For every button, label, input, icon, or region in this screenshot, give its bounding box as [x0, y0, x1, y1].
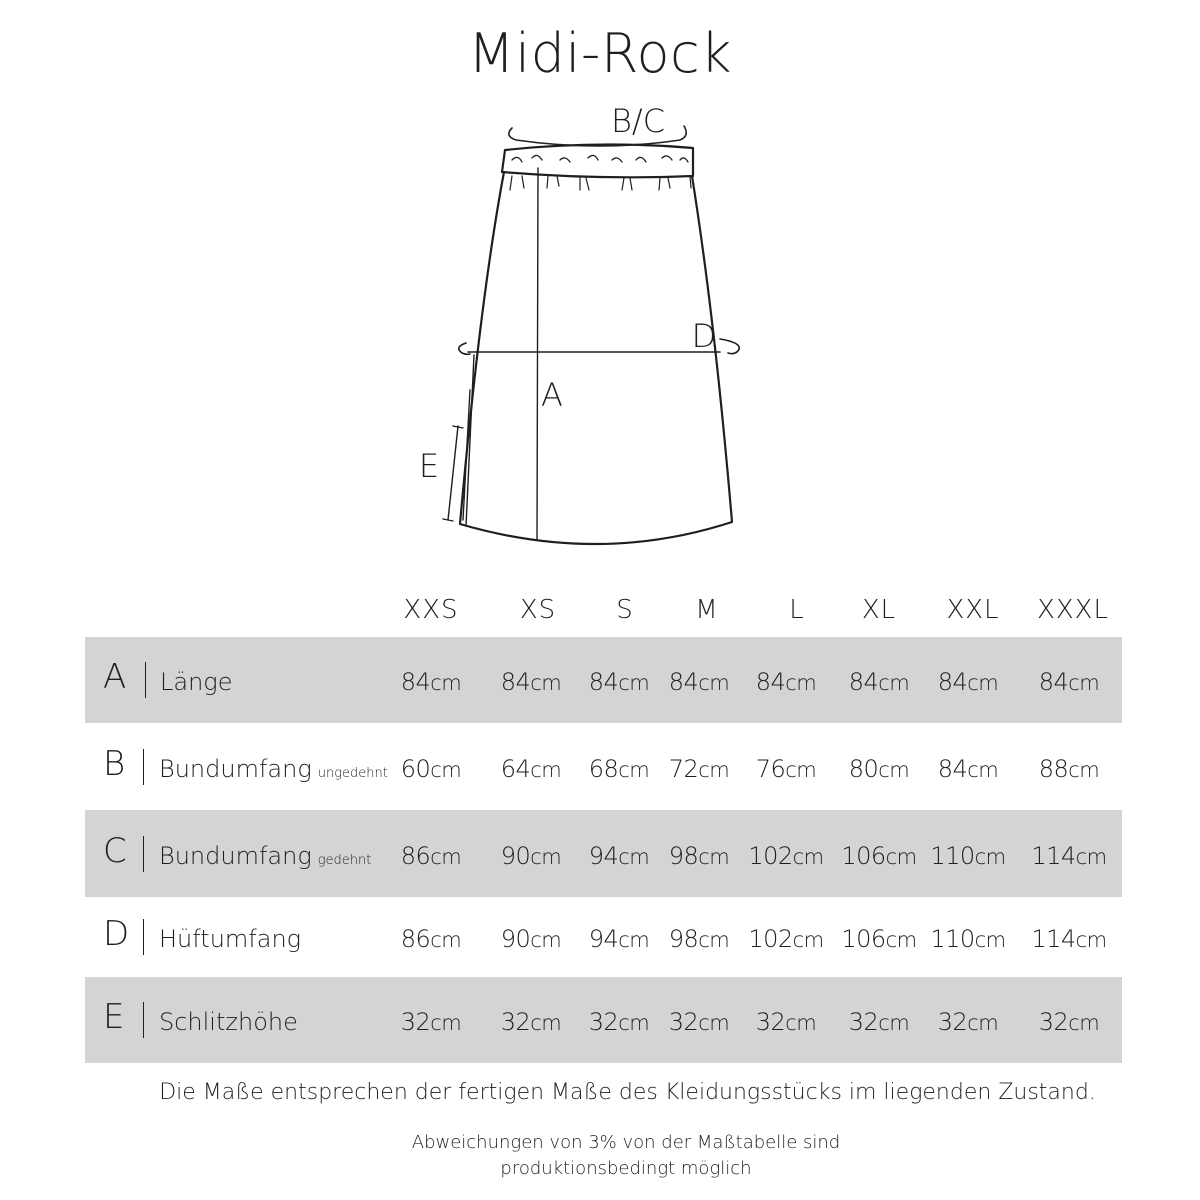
row-letter: B [103, 743, 126, 784]
row-letter: A [103, 657, 127, 697]
cell-unit: cm [785, 671, 817, 695]
row-label [159, 841, 372, 870]
table-cell-xxs [376, 754, 486, 783]
cell-value: 110 [930, 925, 975, 953]
table-row-e [85, 977, 1122, 1063]
size-xxxl: XXXL [1037, 595, 1109, 625]
cell-value: 32 [588, 1008, 619, 1036]
cell-value: 90 [500, 925, 531, 953]
footnote-tolerance-line2: produktionsbedingt möglich [500, 1158, 752, 1179]
page-title: Midi-Rock [468, 22, 732, 85]
cell-unit: cm [967, 671, 999, 695]
cell-unit: cm [698, 671, 730, 695]
row-label-text: Länge [160, 668, 233, 696]
cell-unit: cm [618, 844, 650, 869]
cell-value: 98 [668, 925, 699, 953]
row-label-text: Bundumfang [159, 841, 312, 870]
label-a: A [541, 376, 563, 414]
cell-value: 84 [1038, 668, 1069, 696]
table-cell-xxxl [1014, 1010, 1124, 1034]
cell-value: 80 [848, 754, 879, 783]
waistband-outline [502, 144, 693, 177]
cell-unit: cm [618, 757, 650, 782]
cell-unit: cm [698, 844, 730, 869]
table-cell-xxs [376, 927, 486, 951]
table-cell-xxs [376, 841, 486, 870]
table-cell-xxxl [1014, 927, 1124, 951]
cell-value: 114 [1031, 841, 1076, 870]
row-divider [143, 749, 144, 785]
row-label [159, 927, 301, 951]
cell-value: 106 [841, 841, 886, 870]
cell-unit: cm [785, 1011, 817, 1035]
cell-value: 84 [588, 668, 619, 696]
row-label [159, 754, 388, 783]
table-cell-xxxl [1014, 754, 1124, 783]
table-row-b [85, 723, 1122, 810]
cell-unit: cm [1075, 928, 1107, 952]
table-row-a [85, 637, 1122, 723]
cell-value: 84 [848, 668, 879, 696]
cell-value: 84 [500, 668, 531, 696]
size-xs: XS [519, 595, 557, 625]
cell-value: 94 [588, 841, 619, 870]
cell-value: 86 [400, 925, 431, 953]
table-row-d [85, 897, 1122, 977]
cell-unit: cm [530, 671, 562, 695]
cell-value: 32 [848, 1008, 879, 1036]
row-letter: C [103, 830, 127, 871]
size-header [0, 595, 1200, 631]
cell-unit: cm [1075, 844, 1107, 869]
cell-unit: cm [430, 671, 462, 695]
label-e: E [418, 447, 440, 485]
cell-value: 110 [930, 841, 975, 870]
row-label-text: Schlitzhöhe [159, 1008, 298, 1036]
cell-unit: cm [618, 928, 650, 952]
cell-unit: cm [430, 1011, 462, 1035]
size-xl: XL [861, 595, 897, 625]
cell-unit: cm [1068, 1011, 1100, 1035]
footnote-tolerance-line1: Abweichungen von 3% von der Maßtabelle sind [411, 1132, 841, 1153]
size-s: S [616, 595, 634, 625]
row-letter: D [103, 914, 130, 954]
cell-unit: cm [792, 844, 824, 869]
cell-unit: cm [974, 844, 1006, 869]
cell-value: 98 [668, 841, 699, 870]
label-bc: B/C [610, 102, 666, 140]
size-m: M [695, 595, 719, 625]
label-d: D [691, 317, 717, 355]
cell-value: 102 [748, 841, 793, 870]
cell-unit: cm [530, 757, 562, 782]
cell-value: 32 [500, 1008, 531, 1036]
size-xxl: XXL [946, 595, 1000, 625]
cell-value: 84 [400, 668, 431, 696]
cell-unit: cm [530, 928, 562, 952]
row-divider [143, 919, 144, 955]
table-cell-xxs [376, 670, 486, 694]
size-l: L [789, 595, 805, 625]
row-divider [143, 1002, 144, 1038]
cell-value: 68 [588, 754, 619, 783]
cell-unit: cm [885, 844, 917, 869]
cell-value: 84 [937, 754, 968, 783]
footnote-tolerance [0, 1130, 1200, 1182]
cell-unit: cm [967, 1011, 999, 1035]
cell-unit: cm [698, 757, 730, 782]
cell-unit: cm [430, 928, 462, 952]
table-cell-xxl [913, 927, 1023, 951]
cell-unit: cm [530, 1011, 562, 1035]
cell-value: 84 [755, 668, 786, 696]
skirt-outline [460, 172, 732, 544]
cell-unit: cm [878, 757, 910, 782]
cell-value: 102 [748, 925, 793, 953]
row-label-note: gedehnt [317, 852, 372, 868]
cell-unit: cm [1068, 671, 1100, 695]
table-cell-xxl [913, 670, 1023, 694]
cell-value: 72 [668, 754, 699, 783]
footnote-measurement: Die Maße entsprechen der fertigen Maße des Kleidungsstücks im liegenden Zustand. [159, 1080, 1096, 1105]
cell-value: 114 [1031, 925, 1076, 953]
row-label-text: Hüftumfang [159, 925, 302, 953]
cell-unit: cm [792, 928, 824, 952]
row-label [160, 670, 232, 694]
row-divider [145, 662, 146, 698]
row-divider [143, 836, 144, 872]
cell-value: 32 [668, 1008, 699, 1036]
cell-unit: cm [974, 928, 1006, 952]
cell-value: 76 [755, 754, 786, 783]
cell-value: 32 [400, 1008, 431, 1036]
cell-unit: cm [785, 757, 817, 782]
cell-value: 94 [588, 925, 619, 953]
row-letter: E [103, 997, 125, 1037]
table-cell-xxl [913, 754, 1023, 783]
cell-value: 32 [1038, 1008, 1069, 1036]
row-label-text: Bundumfang [159, 754, 312, 783]
cell-unit: cm [878, 671, 910, 695]
row-label [159, 1010, 298, 1034]
table-cell-xxxl [1014, 841, 1124, 870]
cell-value: 32 [755, 1008, 786, 1036]
cell-unit: cm [530, 844, 562, 869]
cell-value: 64 [500, 754, 531, 783]
table-cell-xxl [913, 1010, 1023, 1034]
cell-unit: cm [618, 1011, 650, 1035]
cell-value: 60 [400, 754, 431, 783]
cell-unit: cm [1068, 757, 1100, 782]
cell-unit: cm [698, 1011, 730, 1035]
cell-value: 84 [668, 668, 699, 696]
table-cell-xxl [913, 841, 1023, 870]
table-row-c [85, 810, 1122, 897]
cell-unit: cm [878, 1011, 910, 1035]
size-xxs: XXS [403, 595, 459, 625]
cell-unit: cm [430, 844, 462, 869]
cell-value: 84 [937, 668, 968, 696]
cell-unit: cm [698, 928, 730, 952]
table-cell-xxs [376, 1010, 486, 1034]
cell-value: 90 [500, 841, 531, 870]
cell-unit: cm [430, 757, 462, 782]
row-label-note: ungedehnt [317, 765, 388, 781]
cell-unit: cm [618, 671, 650, 695]
cell-value: 106 [841, 925, 886, 953]
cell-value: 88 [1038, 754, 1069, 783]
cell-unit: cm [885, 928, 917, 952]
cell-value: 32 [937, 1008, 968, 1036]
cell-unit: cm [967, 757, 999, 782]
table-cell-xxxl [1014, 670, 1124, 694]
cell-value: 86 [400, 841, 431, 870]
